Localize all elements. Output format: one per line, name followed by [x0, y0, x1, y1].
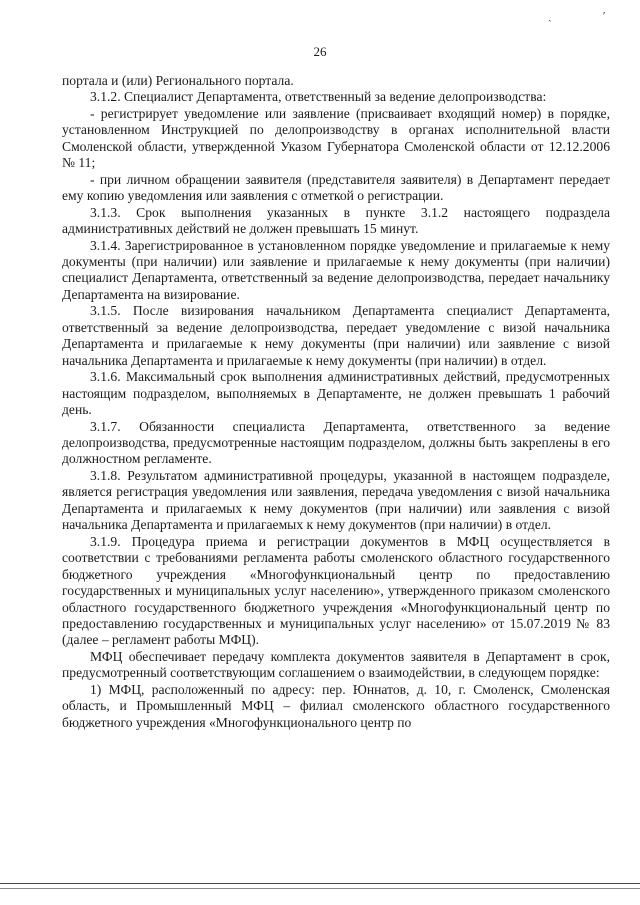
- paragraph-3-1-9: 3.1.9. Процедура приема и регистрации документов в МФЦ осуществляется в соответствии с требованиями регламента работы смоленского областного государственного бюджетного учреждения «Многофункциональный центр по предоставлению государственных и муниципальных услуг населению», утвержденного приказом смоленского областного государственного бюджетного учреждения «Многофункциональный центр по предоставлению государственных и муниципальных услуг населению» от 15.07.2019 № 83 (далее – регламент работы МФЦ).: [62, 533, 610, 648]
- paragraph-mfc-transfer: МФЦ обеспечивает передачу комплекта документов заявителя в Департамент в срок, предусмотренный соответствующим соглашением о взаимодействии, в следующем порядке:: [62, 648, 610, 681]
- paragraph-copy-handover: - при личном обращении заявителя (представителя заявителя) в Департамент передает ему копию уведомления или заявления с отметкой о регистрации.: [62, 171, 610, 204]
- scan-edge-line: [0, 883, 640, 884]
- paragraph-3-1-2: 3.1.2. Специалист Департамента, ответственный за ведение делопроизводства:: [90, 89, 547, 105]
- scan-edge-line-secondary: [0, 888, 640, 889]
- paragraph-3-1-7: 3.1.7. Обязанности специалиста Департамента, ответственного за ведение делопроизводства, предусмотренные настоящим подразделом, должны быть закреплены в его должностном регламенте.: [62, 418, 610, 467]
- paragraph-3-1-3: 3.1.3. Срок выполнения указанных в пункте 3.1.2 настоящего подраздела административных действий не должен превышать 15 минут.: [62, 204, 610, 237]
- paragraph-3-1-5: 3.1.5. После визирования начальником Департамента специалист Департамента, ответственный за ведение делопроизводства, передает уведомление с визой начальника Департамента и прилагаемые к нему документы (при наличии) или заявление с визой начальника Департамента и прилагаемые к нему документы (при наличии) в отдел.: [62, 303, 610, 368]
- paragraph-continuation: портала и (или) Регионального портала.: [62, 73, 294, 88]
- paragraph-3-1-4: 3.1.4. Зарегистрированное в установленном порядке уведомление и прилагаемые к нему документы (при наличии) или заявление и прилагаемые к нему документы (при наличии) специалист Департамента, ответственный за ведение делопроизводства, передает начальнику Департамента на визирование.: [62, 237, 610, 302]
- paragraph-3-1-8: 3.1.8. Результатом административной процедуры, указанной в настоящем подразделе, является регистрация уведомления или заявления, передача уведомления с визой начальника Департамента и прилагаемых к нему документов (при наличии) или заявления с визой начальника Департамента и прилагаемых к нему документов (при наличии) в отдел.: [62, 467, 610, 533]
- paragraph-3-1-6: 3.1.6. Максимальный срок выполнения административных действий, предусмотренных настоящим подразделом, выполняемых в Департаменте, не должен превышать 1 рабочий день.: [62, 369, 610, 418]
- paragraph-list-item-1: 1) МФЦ, расположенный по адресу: пер. Юннатов, д. 10, г. Смоленск, Смоленская область, и Промышленный МФЦ – филиал смоленского областного государственного бюджетного учреждения «Многофункционального центр по: [62, 681, 610, 730]
- scan-mark-left: ˏ: [548, 10, 552, 22]
- scan-mark-right: ʹ: [603, 10, 606, 22]
- document-body: [62, 73, 610, 731]
- page-number: 26: [313, 44, 327, 59]
- paragraph-registration: - регистрирует уведомление или заявление (присваивает входящий номер) в порядке, установленном Инструкцией по делопроизводству в органах исполнительной власти Смоленской области, утвержденной Указом Губернатора Смоленской области от 12.12.2006 № 11;: [62, 105, 610, 171]
